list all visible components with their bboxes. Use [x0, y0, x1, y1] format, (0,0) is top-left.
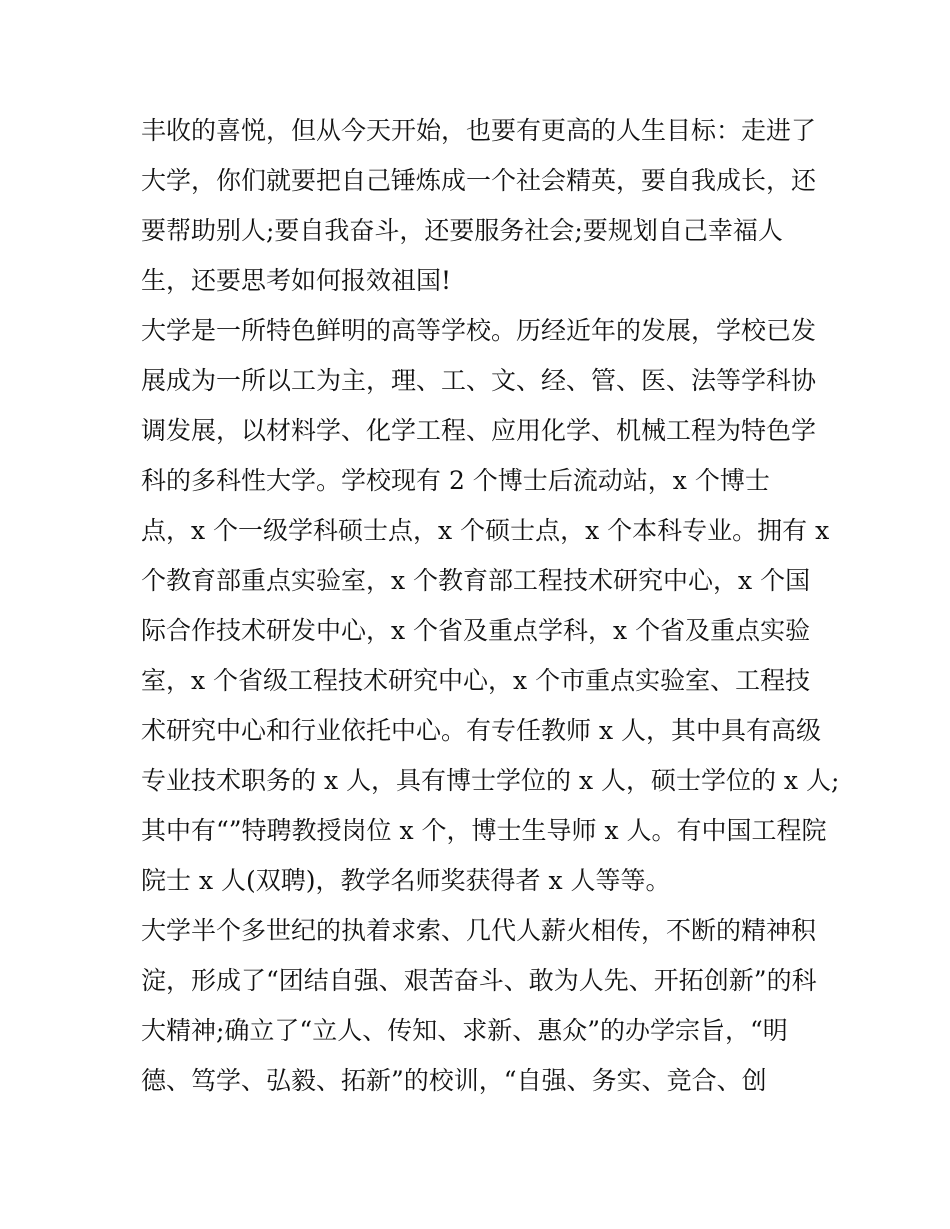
- text-line: 大学，你们就要把自己锤炼成一个社会精英，要自我成长，还: [141, 166, 817, 195]
- text-line: 术研究中心和行业依托中心。有专任教师 x 人，其中具有高级: [141, 716, 821, 745]
- paragraph-3: [141, 906, 821, 1106]
- text-line: 生，还要思考如何报效祖国!: [141, 266, 452, 295]
- text-line: 个教育部重点实验室，x 个教育部工程技术研究中心，x 个国: [141, 566, 811, 595]
- text-line: 点，x 个一级学科硕士点，x 个硕士点，x 个本科专业。拥有 x: [141, 516, 830, 545]
- text-line: 室，x 个省级工程技术研究中心，x 个市重点实验室、工程技: [141, 666, 811, 695]
- text-line: 德、笃学、弘毅、拓新”的校训，“自强、务实、竞合、创: [141, 1066, 767, 1095]
- text-line: 调发展，以材料学、化学工程、应用化学、机械工程为特色学: [141, 416, 817, 445]
- document-body: [141, 106, 840, 1106]
- text-line: 丰收的喜悦，但从今天开始，也要有更高的人生目标：走进了: [141, 116, 817, 145]
- paragraph-1: [141, 106, 821, 306]
- text-line: 专业技术职务的 x 人，具有博士学位的 x 人，硕士学位的 x 人;: [141, 766, 840, 795]
- text-line: 际合作技术研发中心，x 个省及重点学科，x 个省及重点实验: [141, 616, 811, 645]
- text-line: 淀，形成了“团结自强、艰苦奋斗、敢为人先、开拓创新”的科: [141, 966, 817, 995]
- text-line: 大精神;确立了“立人、传知、求新、惠众”的办学宗旨，“明: [141, 1016, 788, 1045]
- text-line: 院士 x 人(双聘)，教学名师奖获得者 x 人等等。: [141, 866, 671, 895]
- text-line: 要帮助别人;要自我奋斗，还要服务社会;要规划自己幸福人: [141, 216, 783, 245]
- text-line: 科的多科性大学。学校现有 2 个博士后流动站，x 个博士: [141, 466, 770, 495]
- paragraph-2: [141, 306, 840, 906]
- text-line: 其中有“”特聘教授岗位 x 个，博士生导师 x 人。有中国工程院: [141, 816, 827, 845]
- text-line: 大学半个多世纪的执着求索、几代人薪火相传，不断的精神积: [141, 916, 817, 945]
- text-line: 大学是一所特色鲜明的高等学校。历经近年的发展，学校已发: [141, 316, 817, 345]
- text-line: 展成为一所以工为主，理、工、文、经、管、医、法等学科协: [141, 366, 817, 395]
